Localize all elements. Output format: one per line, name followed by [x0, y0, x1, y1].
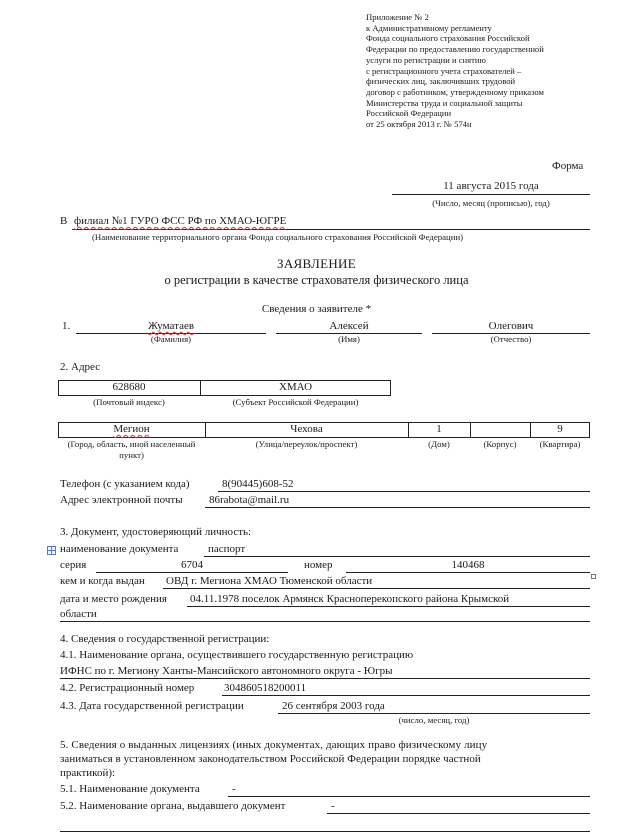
- doc-name-value[interactable]: паспорт: [208, 543, 246, 555]
- page-subtitle: о регистрации в качестве страхователя физического лица: [164, 273, 469, 287]
- birth-label: дата и место рождения: [60, 593, 167, 605]
- number-label: номер: [304, 559, 333, 571]
- surname-value[interactable]: Жуматаев: [147, 320, 195, 332]
- date-underline: [392, 194, 590, 195]
- postcode-value[interactable]: 628680: [112, 381, 146, 393]
- postcode-caption: (Почтовый индекс): [93, 397, 165, 407]
- region-caption: (Субъект Российской Федерации): [232, 397, 359, 407]
- recipient-underline: [72, 229, 590, 230]
- street-value[interactable]: Чехова: [290, 423, 323, 435]
- first-name-caption: (Имя): [338, 334, 360, 344]
- series-label: серия: [60, 559, 87, 571]
- birth-value-line2[interactable]: области: [60, 608, 97, 620]
- issuer-label: 5.2. Наименование органа, выдавшего документ: [60, 800, 286, 812]
- first-name-value[interactable]: Алексей: [329, 320, 369, 332]
- licenses-heading-line2: заниматься в установленном законодательством Российской Федерации порядке частной: [60, 753, 481, 765]
- state-reg-heading: 4. Сведения о государственной регистрации:: [60, 633, 270, 645]
- header-note-line: Российской Федерации: [366, 108, 452, 119]
- blank-underline: [60, 831, 590, 832]
- issued-label: кем и когда выдан: [60, 575, 145, 587]
- header-note-line: услуги по регистрации и снятию: [366, 54, 486, 65]
- header-note-line: договор с работником, утвержденному приказом: [366, 86, 544, 97]
- date-value[interactable]: 11 августа 2015 года: [443, 180, 539, 192]
- licenses-heading-line1: 5. Сведения о выданных лицензиях (иных документах, дающих право физическому лицу: [60, 739, 488, 751]
- state-reg-item1: 4.1. Наименование органа, осуществившего государственную регистрацию: [60, 649, 414, 661]
- header-note-line: физических лиц, заключивших трудовой: [366, 76, 516, 87]
- table-resize-handle[interactable]: [591, 574, 596, 579]
- apartment-value[interactable]: 9: [557, 423, 563, 435]
- doc-name-5-value[interactable]: -: [232, 783, 236, 795]
- recipient-caption: (Наименование территориального органа Фонда социального страхования Российской Федерации): [92, 232, 464, 242]
- reg-date-value[interactable]: 26 сентября 2003 года: [282, 700, 385, 712]
- form-label: Форма: [552, 160, 584, 172]
- patronymic-caption: (Отчество): [490, 334, 532, 344]
- issued-value[interactable]: ОВД г. Мегиона ХМАО Тюменской области: [166, 575, 373, 587]
- reg-date-caption: (число, месяц, год): [398, 715, 470, 725]
- authority-value[interactable]: ИФНС по г. Мегиону Ханты-Мансийского автономного округа - Югры: [60, 665, 393, 677]
- birth-underline: [187, 606, 590, 607]
- reg-number-label: 4.2. Регистрационный номер: [60, 682, 195, 694]
- series-value[interactable]: 6704: [181, 559, 203, 571]
- doc-name-label: наименование документа: [60, 543, 179, 555]
- date-caption: (Число, месяц (прописью), год): [432, 198, 550, 208]
- number-underline: [346, 572, 590, 573]
- name-section-number: 1.: [62, 320, 71, 332]
- phone-value[interactable]: 8(90445)608-52: [222, 478, 294, 490]
- header-note-line: Фонда социального страхования Российской: [366, 33, 530, 44]
- city-value[interactable]: Мегион: [113, 423, 150, 435]
- phone-underline: [218, 491, 590, 492]
- applicant-heading: Сведения о заявителе *: [261, 303, 372, 315]
- table-move-handle-icon[interactable]: [47, 546, 56, 555]
- recipient-prefix: В: [60, 215, 68, 227]
- phone-label: Телефон (с указанием кода): [60, 478, 190, 490]
- patronymic-value[interactable]: Олегович: [488, 320, 534, 332]
- series-underline: [96, 572, 288, 573]
- email-underline: [205, 507, 590, 508]
- reg-number-underline: [222, 695, 590, 696]
- doc-name-underline: [204, 556, 590, 557]
- surname-caption: (Фамилия): [150, 334, 192, 344]
- page-title: ЗАЯВЛЕНИЕ: [277, 256, 356, 271]
- issued-underline: [163, 588, 590, 589]
- issuer-value[interactable]: -: [331, 800, 335, 812]
- doc-name-5-underline: [228, 796, 590, 797]
- birth-underline-2: [60, 621, 590, 622]
- header-note-line: к Административному регламенту: [366, 22, 492, 33]
- street-caption: (Улица/переулок/проспект): [255, 439, 358, 449]
- reg-date-label: 4.3. Дата государственной регистрации: [60, 700, 244, 712]
- apartment-caption: (Квартира): [539, 439, 581, 449]
- doc-name-5-label: 5.1. Наименование документа: [60, 783, 200, 795]
- authority-underline: [60, 678, 590, 679]
- header-note-line: Федерации по предоставлению государственной: [366, 44, 544, 55]
- licenses-heading-line3: практикой):: [60, 767, 116, 779]
- identity-heading: 3. Документ, удостоверяющий личность:: [60, 526, 252, 538]
- address-label: 2. Адрес: [60, 361, 101, 373]
- issuer-underline: [327, 813, 590, 814]
- house-caption: (Дом): [428, 439, 450, 449]
- region-value[interactable]: ХМАО: [278, 381, 313, 393]
- header-note-line: Приложение № 2: [366, 12, 429, 22]
- email-label: Адрес электронной почты: [60, 494, 183, 506]
- header-note-line: от 25 октября 2013 г. № 574н: [366, 119, 472, 130]
- header-note-line: с регистрационного учета страхователей –: [366, 65, 522, 76]
- recipient-value[interactable]: филиал №1 ГУРО ФСС РФ по ХМАО-ЮГРЕ: [74, 215, 287, 227]
- city-caption: (Город, область, иной населенный пункт): [67, 439, 196, 460]
- house-value[interactable]: 1: [436, 423, 442, 435]
- header-note-line: Министерства труда и социальной защиты: [366, 97, 523, 108]
- birth-value-line1[interactable]: 04.11.1978 поселок Армянск Красноперекопского района Крымской: [190, 593, 510, 605]
- reg-date-underline: [278, 713, 590, 714]
- house-divider: [470, 422, 471, 438]
- reg-number-value[interactable]: 304860518200011: [224, 682, 307, 694]
- email-value[interactable]: 86rabota@mail.ru: [209, 494, 290, 506]
- building-caption: (Корпус): [483, 439, 517, 449]
- number-value[interactable]: 140468: [451, 559, 485, 571]
- header-note: [366, 12, 544, 130]
